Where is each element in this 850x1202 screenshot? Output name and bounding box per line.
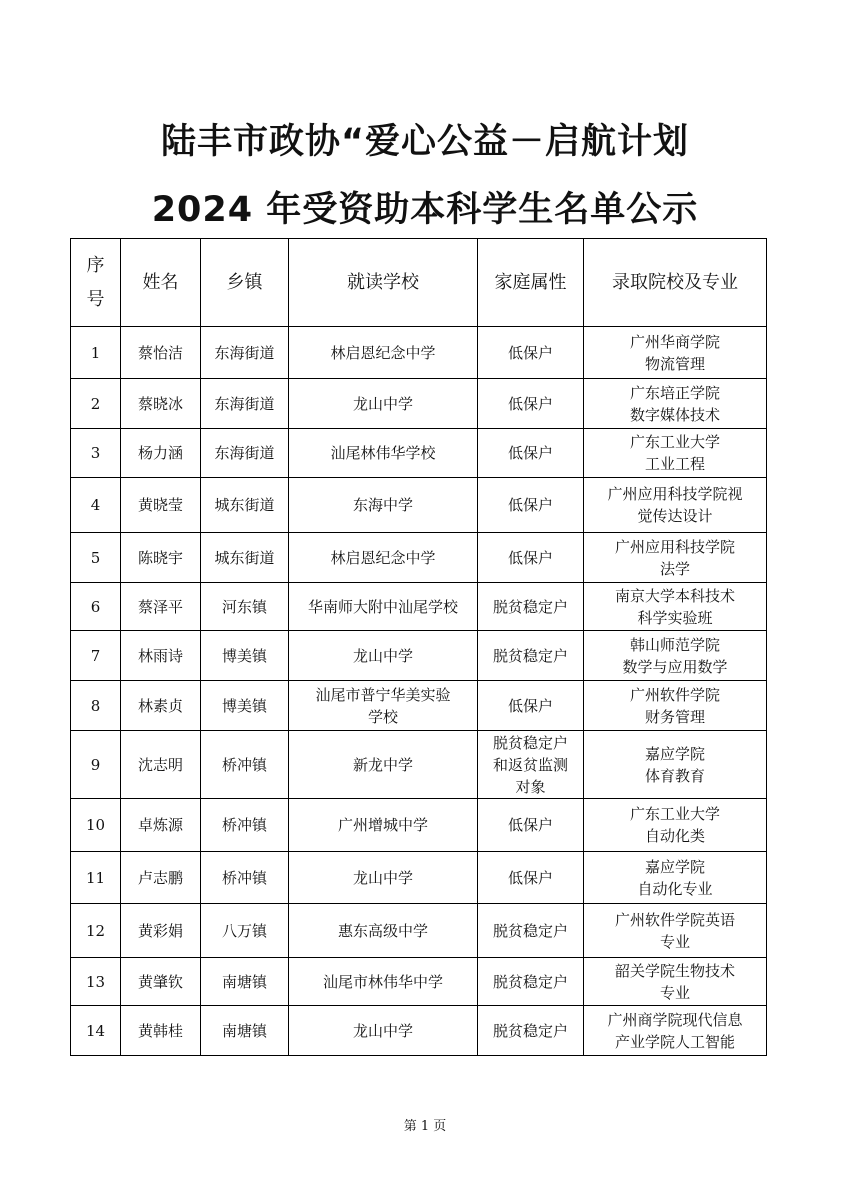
cell-town: 桥冲镇	[201, 852, 289, 904]
cell-family	[478, 852, 584, 904]
cell-admission	[584, 1006, 767, 1056]
cell-school	[289, 958, 478, 1006]
cell-family-line: 脱贫稳定户	[492, 646, 568, 665]
table-row	[71, 583, 767, 631]
header-name: 姓名	[121, 239, 201, 327]
cell-school	[289, 852, 478, 904]
cell-admission-line: 韶关学院生物技术	[614, 961, 735, 980]
cell-town: 博美镇	[201, 681, 289, 731]
cell-name: 蔡晓冰	[121, 379, 201, 429]
cell-admission	[584, 904, 767, 958]
cell-family-line: 对象	[515, 777, 546, 796]
cell-admission	[584, 731, 767, 799]
cell-admission-line: 广州华商学院	[629, 332, 720, 351]
cell-admission-line: 广州软件学院	[629, 685, 720, 704]
cell-school-line: 新龙中学	[352, 755, 413, 774]
cell-name: 林雨诗	[121, 631, 201, 681]
cell-town: 南塘镇	[201, 1006, 289, 1056]
cell-family-line: 脱贫稳定户	[492, 597, 568, 616]
table-row	[71, 478, 767, 533]
cell-family	[478, 379, 584, 429]
cell-admission	[584, 429, 767, 478]
cell-seq: 1	[71, 327, 121, 379]
cell-school	[289, 904, 478, 958]
cell-admission-line: 自动化类	[644, 827, 705, 845]
cell-seq: 5	[71, 533, 121, 583]
header-seq-line: 序	[86, 254, 105, 276]
cell-school-line: 华南师大附中汕尾学校	[307, 597, 458, 616]
cell-admission	[584, 533, 767, 583]
cell-town: 城东街道	[201, 478, 289, 533]
cell-admission-line: 产业学院人工智能	[614, 1032, 735, 1051]
cell-family	[478, 429, 584, 478]
cell-school	[289, 429, 478, 478]
cell-admission-line: 法学	[659, 559, 690, 578]
cell-family-line: 脱贫稳定户	[492, 733, 568, 752]
cell-admission-line: 广东工业大学	[629, 805, 720, 823]
cell-town: 东海街道	[201, 429, 289, 478]
cell-name: 蔡泽平	[121, 583, 201, 631]
cell-family	[478, 631, 584, 681]
cell-admission-line: 专业	[659, 932, 690, 951]
cell-town: 河东镇	[201, 583, 289, 631]
cell-admission-line: 工业工程	[644, 455, 705, 473]
table-row	[71, 631, 767, 681]
header-row	[71, 239, 767, 327]
cell-name: 杨力涵	[121, 429, 201, 478]
cell-admission-line: 数字媒体技术	[629, 405, 720, 424]
cell-seq: 7	[71, 631, 121, 681]
table-row	[71, 533, 767, 583]
cell-town: 城东街道	[201, 533, 289, 583]
cell-seq: 11	[71, 852, 121, 904]
cell-family	[478, 1006, 584, 1056]
header-family: 家庭属性	[478, 239, 584, 327]
cell-family-line: 低保户	[507, 548, 553, 567]
cell-name: 黄肇钦	[121, 958, 201, 1006]
cell-admission-line: 数学与应用数学	[622, 657, 728, 676]
cell-seq: 4	[71, 478, 121, 533]
cell-school	[289, 379, 478, 429]
header-seq	[71, 239, 121, 327]
cell-school	[289, 327, 478, 379]
cell-admission-line: 觉传达设计	[637, 507, 713, 525]
cell-admission	[584, 681, 767, 731]
cell-admission	[584, 852, 767, 904]
cell-school-line: 学校	[367, 707, 398, 726]
cell-admission	[584, 583, 767, 631]
cell-school-line: 龙山中学	[352, 394, 413, 413]
cell-name: 卓炼源	[121, 799, 201, 852]
cell-family	[478, 731, 584, 799]
page-number: 第 1 页	[403, 1119, 447, 1134]
cell-seq: 13	[71, 958, 121, 1006]
header-admission: 录取院校及专业	[584, 239, 767, 327]
header-town: 乡镇	[201, 239, 289, 327]
cell-school-line: 汕尾市林伟华中学	[322, 972, 443, 991]
cell-name: 陈晓宇	[121, 533, 201, 583]
cell-family-line: 低保户	[507, 816, 553, 834]
cell-name: 林素贞	[121, 681, 201, 731]
cell-admission-line: 物流管理	[644, 354, 705, 373]
cell-name: 蔡怡洁	[121, 327, 201, 379]
cell-admission-line: 专业	[659, 983, 690, 1002]
cell-admission-line: 广州应用科技学院	[614, 537, 735, 556]
cell-seq: 14	[71, 1006, 121, 1056]
cell-school-line: 龙山中学	[352, 1021, 413, 1040]
cell-school	[289, 799, 478, 852]
cell-family	[478, 533, 584, 583]
table-row	[71, 731, 767, 799]
header-seq-line: 号	[86, 288, 105, 310]
cell-family	[478, 958, 584, 1006]
cell-school-line: 龙山中学	[352, 646, 413, 665]
table-row	[71, 1006, 767, 1056]
cell-admission	[584, 327, 767, 379]
table-row	[71, 852, 767, 904]
cell-school	[289, 583, 478, 631]
cell-school-line: 林启恩纪念中学	[330, 548, 436, 567]
header-school: 就读学校	[289, 239, 478, 327]
cell-family	[478, 583, 584, 631]
cell-school-line: 龙山中学	[352, 868, 413, 887]
cell-family	[478, 904, 584, 958]
cell-school	[289, 1006, 478, 1056]
cell-school	[289, 533, 478, 583]
cell-admission-line: 广州应用科技学院视	[607, 485, 743, 503]
cell-school-line: 惠东高级中学	[337, 921, 428, 940]
cell-admission	[584, 958, 767, 1006]
cell-name: 黄韩桂	[121, 1006, 201, 1056]
cell-school	[289, 631, 478, 681]
cell-family-line: 脱贫稳定户	[492, 1021, 568, 1040]
cell-family-line: 脱贫稳定户	[492, 972, 568, 991]
cell-admission-line: 科学实验班	[637, 608, 713, 627]
cell-admission-line: 南京大学本科技术	[614, 586, 735, 605]
table-row	[71, 958, 767, 1006]
cell-town: 桥冲镇	[201, 799, 289, 852]
cell-family	[478, 681, 584, 731]
cell-family-line: 低保户	[507, 496, 553, 514]
cell-name: 黄彩娟	[121, 904, 201, 958]
cell-seq: 8	[71, 681, 121, 731]
cell-admission-line: 财务管理	[644, 707, 705, 726]
cell-school-line: 广州增城中学	[337, 816, 428, 834]
cell-family-line: 和返贫监测	[492, 755, 568, 774]
cell-family	[478, 799, 584, 852]
cell-school-line: 东海中学	[352, 496, 413, 514]
cell-admission-line: 体育教育	[644, 766, 705, 785]
cell-seq: 12	[71, 904, 121, 958]
cell-town: 博美镇	[201, 631, 289, 681]
cell-admission-line: 自动化专业	[637, 879, 713, 898]
cell-family-line: 脱贫稳定户	[492, 921, 568, 940]
cell-school	[289, 731, 478, 799]
cell-seq: 9	[71, 731, 121, 799]
cell-seq: 2	[71, 379, 121, 429]
cell-family	[478, 478, 584, 533]
cell-family-line: 低保户	[507, 868, 553, 887]
cell-admission-line: 嘉应学院	[644, 857, 705, 876]
cell-name: 卢志鹏	[121, 852, 201, 904]
cell-family-line: 低保户	[507, 343, 553, 362]
cell-family	[478, 327, 584, 379]
cell-school-line: 林启恩纪念中学	[330, 343, 436, 362]
cell-admission	[584, 799, 767, 852]
cell-admission-line: 韩山师范学院	[629, 635, 720, 654]
cell-name: 黄晓莹	[121, 478, 201, 533]
recipient-table	[70, 238, 767, 1056]
cell-admission	[584, 478, 767, 533]
table-row	[71, 681, 767, 731]
cell-town: 八万镇	[201, 904, 289, 958]
cell-admission-line: 嘉应学院	[644, 744, 705, 763]
cell-seq: 3	[71, 429, 121, 478]
cell-seq: 10	[71, 799, 121, 852]
table-row	[71, 327, 767, 379]
cell-school	[289, 681, 478, 731]
table-row	[71, 799, 767, 852]
cell-name: 沈志明	[121, 731, 201, 799]
cell-school-line: 汕尾林伟华学校	[330, 444, 436, 462]
cell-admission-line: 广东培正学院	[629, 383, 720, 402]
cell-admission-line: 广州商学院现代信息	[607, 1010, 743, 1029]
cell-town: 桥冲镇	[201, 731, 289, 799]
cell-admission-line: 广东工业大学	[629, 433, 720, 451]
cell-town: 南塘镇	[201, 958, 289, 1006]
table-row	[71, 429, 767, 478]
cell-admission-line: 广州软件学院英语	[614, 910, 735, 929]
cell-school	[289, 478, 478, 533]
page-title-line-1: 陆丰市政协“爱心公益－启航计划	[160, 122, 689, 162]
cell-admission	[584, 631, 767, 681]
table-row	[71, 904, 767, 958]
cell-family-line: 低保户	[507, 394, 553, 413]
table-row	[71, 379, 767, 429]
cell-town: 东海街道	[201, 379, 289, 429]
cell-town: 东海街道	[201, 327, 289, 379]
cell-seq: 6	[71, 583, 121, 631]
cell-family-line: 低保户	[507, 696, 553, 715]
cell-admission	[584, 379, 767, 429]
cell-school-line: 汕尾市普宁华美实验	[315, 685, 451, 704]
page-title-line-2: 2024 年受资助本科学生名单公示	[151, 190, 699, 230]
cell-family-line: 低保户	[507, 444, 553, 462]
